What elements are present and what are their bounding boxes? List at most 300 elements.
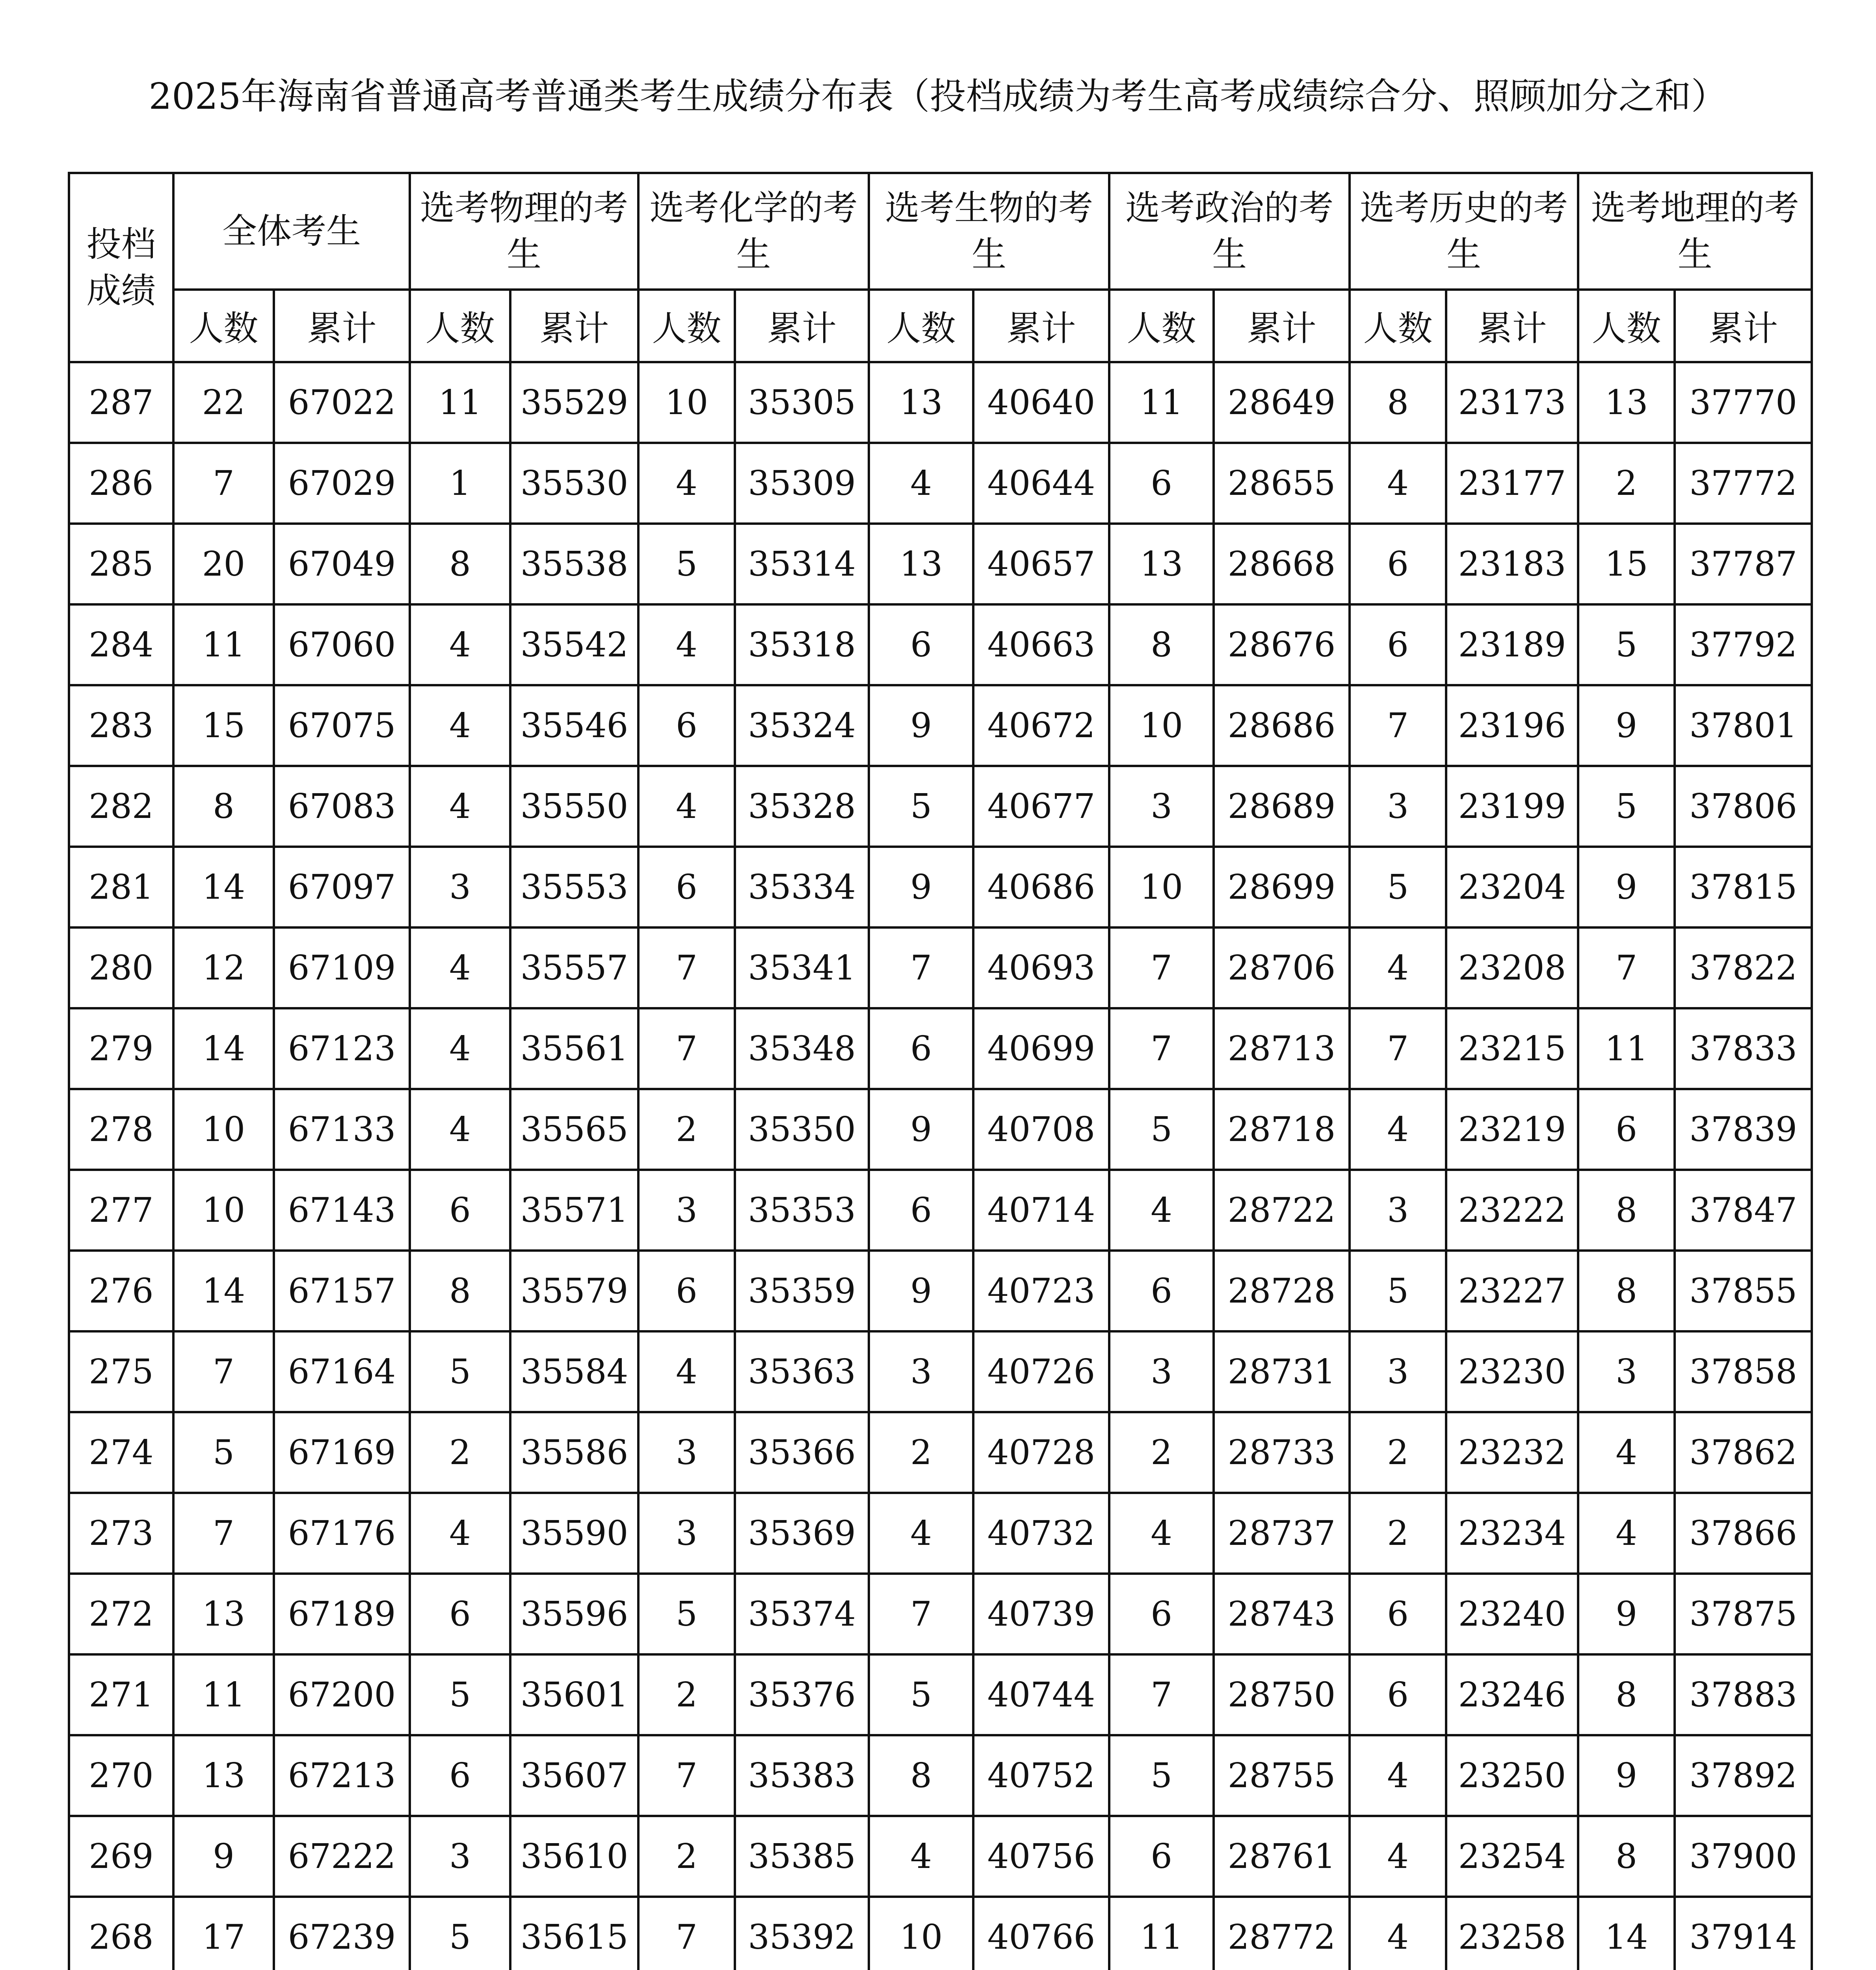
score-cell: 280	[69, 927, 173, 1008]
score-cell: 285	[69, 524, 173, 604]
cumulative-cell: 35542	[510, 604, 638, 685]
cumulative-cell: 67029	[274, 443, 410, 524]
cumulative-cell: 67143	[274, 1170, 410, 1251]
score-cell: 279	[69, 1008, 173, 1089]
cumulative-header: 累计	[1675, 290, 1812, 362]
cumulative-cell: 35374	[735, 1574, 869, 1654]
cumulative-cell: 37806	[1675, 766, 1812, 847]
cumulative-cell: 40723	[973, 1251, 1109, 1331]
count-cell: 3	[410, 847, 510, 927]
count-cell: 4	[1350, 1735, 1446, 1816]
cumulative-cell: 67097	[274, 847, 410, 927]
cumulative-header: 累计	[510, 290, 638, 362]
count-cell: 11	[173, 604, 274, 685]
count-cell: 4	[638, 766, 735, 847]
table-row	[69, 1331, 1812, 1412]
group-header-politics: 选考政治的考生	[1109, 173, 1350, 290]
cumulative-cell: 35553	[510, 847, 638, 927]
cumulative-header: 累计	[735, 290, 869, 362]
cumulative-cell: 40739	[973, 1574, 1109, 1654]
count-cell: 6	[1109, 1251, 1214, 1331]
table-body	[69, 362, 1812, 1970]
cumulative-cell: 67049	[274, 524, 410, 604]
count-cell: 9	[1578, 685, 1675, 766]
cumulative-cell: 23246	[1446, 1654, 1578, 1735]
cumulative-cell: 23189	[1446, 604, 1578, 685]
count-cell: 10	[869, 1897, 973, 1970]
count-cell: 2	[1350, 1493, 1446, 1574]
cumulative-cell: 37875	[1675, 1574, 1812, 1654]
cumulative-cell: 35538	[510, 524, 638, 604]
cumulative-cell: 23258	[1446, 1897, 1578, 1970]
cumulative-cell: 23222	[1446, 1170, 1578, 1251]
count-cell: 7	[1578, 927, 1675, 1008]
cumulative-cell: 35530	[510, 443, 638, 524]
count-cell: 4	[1109, 1170, 1214, 1251]
count-cell: 3	[410, 1816, 510, 1897]
cumulative-cell: 40732	[973, 1493, 1109, 1574]
cumulative-cell: 28686	[1214, 685, 1350, 766]
cumulative-cell: 40756	[973, 1816, 1109, 1897]
count-cell: 2	[638, 1654, 735, 1735]
count-cell: 3	[1109, 1331, 1214, 1412]
count-cell: 10	[173, 1089, 274, 1170]
count-cell: 4	[1109, 1493, 1214, 1574]
score-cell: 274	[69, 1412, 173, 1493]
cumulative-cell: 28755	[1214, 1735, 1350, 1816]
cumulative-cell: 35596	[510, 1574, 638, 1654]
cumulative-cell: 35546	[510, 685, 638, 766]
table-row	[69, 1735, 1812, 1816]
cumulative-cell: 40640	[973, 362, 1109, 443]
count-cell: 5	[869, 766, 973, 847]
count-cell: 8	[869, 1735, 973, 1816]
cumulative-cell: 37815	[1675, 847, 1812, 927]
count-cell: 4	[1578, 1412, 1675, 1493]
cumulative-cell: 40657	[973, 524, 1109, 604]
score-cell: 276	[69, 1251, 173, 1331]
table-row	[69, 766, 1812, 847]
count-cell: 13	[869, 362, 973, 443]
cumulative-cell: 37883	[1675, 1654, 1812, 1735]
count-cell: 3	[638, 1170, 735, 1251]
count-cell: 6	[869, 1170, 973, 1251]
cumulative-cell: 37900	[1675, 1816, 1812, 1897]
count-cell: 13	[869, 524, 973, 604]
count-cell: 5	[1350, 1251, 1446, 1331]
cumulative-cell: 35392	[735, 1897, 869, 1970]
count-cell: 7	[869, 1574, 973, 1654]
count-cell: 9	[869, 847, 973, 927]
table-row	[69, 685, 1812, 766]
cumulative-cell: 28728	[1214, 1251, 1350, 1331]
table-row	[69, 604, 1812, 685]
count-cell: 4	[1350, 1897, 1446, 1970]
cumulative-cell: 40686	[973, 847, 1109, 927]
count-cell: 8	[173, 766, 274, 847]
cumulative-cell: 35369	[735, 1493, 869, 1574]
cumulative-cell: 37866	[1675, 1493, 1812, 1574]
cumulative-cell: 40672	[973, 685, 1109, 766]
cumulative-cell: 28689	[1214, 766, 1350, 847]
count-cell: 4	[1350, 927, 1446, 1008]
count-cell: 5	[1350, 847, 1446, 927]
count-cell: 8	[1578, 1170, 1675, 1251]
count-cell: 3	[638, 1493, 735, 1574]
count-cell: 7	[869, 927, 973, 1008]
cumulative-cell: 67222	[274, 1816, 410, 1897]
count-cell: 6	[638, 685, 735, 766]
cumulative-cell: 35607	[510, 1735, 638, 1816]
count-cell: 5	[1109, 1735, 1214, 1816]
cumulative-cell: 35376	[735, 1654, 869, 1735]
count-cell: 13	[173, 1735, 274, 1816]
count-cell: 5	[1578, 766, 1675, 847]
count-cell: 20	[173, 524, 274, 604]
cumulative-cell: 67109	[274, 927, 410, 1008]
table-row	[69, 1170, 1812, 1251]
cumulative-cell: 28772	[1214, 1897, 1350, 1970]
cumulative-cell: 23199	[1446, 766, 1578, 847]
count-cell: 9	[869, 1251, 973, 1331]
count-cell: 7	[1109, 1654, 1214, 1735]
cumulative-cell: 35318	[735, 604, 869, 685]
cumulative-cell: 40714	[973, 1170, 1109, 1251]
count-cell: 4	[410, 1493, 510, 1574]
cumulative-cell: 35328	[735, 766, 869, 847]
count-cell: 2	[1578, 443, 1675, 524]
cumulative-cell: 35565	[510, 1089, 638, 1170]
count-cell: 5	[638, 524, 735, 604]
score-cell: 286	[69, 443, 173, 524]
count-cell: 5	[1578, 604, 1675, 685]
cumulative-cell: 35571	[510, 1170, 638, 1251]
cumulative-cell: 37914	[1675, 1897, 1812, 1970]
count-cell: 3	[638, 1412, 735, 1493]
table-row	[69, 524, 1812, 604]
cumulative-cell: 35529	[510, 362, 638, 443]
count-cell: 8	[1109, 604, 1214, 685]
cumulative-cell: 35348	[735, 1008, 869, 1089]
cumulative-cell: 23250	[1446, 1735, 1578, 1816]
cumulative-cell: 28699	[1214, 847, 1350, 927]
table-row	[69, 1008, 1812, 1089]
score-cell: 284	[69, 604, 173, 685]
count-cell: 4	[410, 604, 510, 685]
count-cell: 3	[1350, 766, 1446, 847]
table-row	[69, 1816, 1812, 1897]
score-cell: 272	[69, 1574, 173, 1654]
count-cell: 2	[869, 1412, 973, 1493]
table-row	[69, 1089, 1812, 1170]
count-cell: 14	[173, 1251, 274, 1331]
cumulative-cell: 35309	[735, 443, 869, 524]
score-cell: 273	[69, 1493, 173, 1574]
cumulative-cell: 35363	[735, 1331, 869, 1412]
cumulative-cell: 40752	[973, 1735, 1109, 1816]
count-cell: 4	[869, 1493, 973, 1574]
cumulative-cell: 35353	[735, 1170, 869, 1251]
count-cell: 14	[173, 847, 274, 927]
cumulative-cell: 35359	[735, 1251, 869, 1331]
count-cell: 4	[410, 1008, 510, 1089]
count-cell: 1	[410, 443, 510, 524]
cumulative-cell: 35341	[735, 927, 869, 1008]
count-cell: 6	[410, 1574, 510, 1654]
cumulative-cell: 35590	[510, 1493, 638, 1574]
cumulative-cell: 23208	[1446, 927, 1578, 1008]
count-cell: 9	[869, 685, 973, 766]
table-row	[69, 362, 1812, 443]
count-cell: 5	[410, 1654, 510, 1735]
cumulative-cell: 23177	[1446, 443, 1578, 524]
cumulative-cell: 67133	[274, 1089, 410, 1170]
count-cell: 8	[410, 1251, 510, 1331]
count-cell: 6	[1109, 443, 1214, 524]
score-cell: 268	[69, 1897, 173, 1970]
cumulative-cell: 23204	[1446, 847, 1578, 927]
count-cell: 3	[1350, 1170, 1446, 1251]
count-cell: 10	[1109, 685, 1214, 766]
count-cell: 5	[1109, 1089, 1214, 1170]
count-cell: 7	[1350, 1008, 1446, 1089]
count-cell: 5	[869, 1654, 973, 1735]
table-row	[69, 1412, 1812, 1493]
cumulative-cell: 28713	[1214, 1008, 1350, 1089]
cumulative-cell: 37839	[1675, 1089, 1812, 1170]
cumulative-cell: 37855	[1675, 1251, 1812, 1331]
count-cell: 14	[173, 1008, 274, 1089]
cumulative-cell: 37858	[1675, 1331, 1812, 1412]
count-cell: 8	[1578, 1251, 1675, 1331]
count-cell: 17	[173, 1897, 274, 1970]
cumulative-cell: 40693	[973, 927, 1109, 1008]
count-cell: 9	[1578, 847, 1675, 927]
cumulative-cell: 37862	[1675, 1412, 1812, 1493]
cumulative-cell: 28722	[1214, 1170, 1350, 1251]
cumulative-cell: 28655	[1214, 443, 1350, 524]
cumulative-cell: 23215	[1446, 1008, 1578, 1089]
count-cell: 4	[410, 685, 510, 766]
count-header: 人数	[1578, 290, 1675, 362]
count-cell: 11	[1578, 1008, 1675, 1089]
cumulative-header: 累计	[973, 290, 1109, 362]
score-cell: 277	[69, 1170, 173, 1251]
cumulative-cell: 67200	[274, 1654, 410, 1735]
count-cell: 15	[173, 685, 274, 766]
count-cell: 6	[869, 1008, 973, 1089]
count-cell: 7	[638, 1008, 735, 1089]
count-cell: 15	[1578, 524, 1675, 604]
count-cell: 2	[638, 1089, 735, 1170]
score-cell: 282	[69, 766, 173, 847]
cumulative-cell: 37847	[1675, 1170, 1812, 1251]
table-row	[69, 1654, 1812, 1735]
cumulative-cell: 40744	[973, 1654, 1109, 1735]
count-cell: 6	[1350, 1654, 1446, 1735]
score-column-header: 投档成绩	[69, 173, 173, 362]
count-cell: 7	[173, 1493, 274, 1574]
cumulative-cell: 35586	[510, 1412, 638, 1493]
score-distribution-table	[68, 172, 1813, 1970]
count-cell: 6	[1350, 604, 1446, 685]
cumulative-cell: 67157	[274, 1251, 410, 1331]
count-cell: 4	[410, 1089, 510, 1170]
cumulative-cell: 28750	[1214, 1654, 1350, 1735]
cumulative-cell: 23234	[1446, 1493, 1578, 1574]
table-row	[69, 443, 1812, 524]
cumulative-cell: 35383	[735, 1735, 869, 1816]
count-cell: 5	[173, 1412, 274, 1493]
count-cell: 9	[173, 1816, 274, 1897]
count-cell: 3	[1578, 1331, 1675, 1412]
cumulative-cell: 35550	[510, 766, 638, 847]
cumulative-cell: 28761	[1214, 1816, 1350, 1897]
cumulative-cell: 40708	[973, 1089, 1109, 1170]
cumulative-cell: 35601	[510, 1654, 638, 1735]
count-cell: 5	[410, 1897, 510, 1970]
cumulative-cell: 23227	[1446, 1251, 1578, 1331]
count-header: 人数	[638, 290, 735, 362]
cumulative-cell: 67189	[274, 1574, 410, 1654]
count-cell: 4	[410, 927, 510, 1008]
cumulative-cell: 28676	[1214, 604, 1350, 685]
count-cell: 4	[1350, 1089, 1446, 1170]
cumulative-cell: 23254	[1446, 1816, 1578, 1897]
cumulative-cell: 67022	[274, 362, 410, 443]
table-row	[69, 1251, 1812, 1331]
count-cell: 6	[410, 1170, 510, 1251]
cumulative-cell: 40663	[973, 604, 1109, 685]
cumulative-cell: 28737	[1214, 1493, 1350, 1574]
count-cell: 4	[1578, 1493, 1675, 1574]
count-cell: 13	[1578, 362, 1675, 443]
cumulative-cell: 35366	[735, 1412, 869, 1493]
cumulative-cell: 35385	[735, 1816, 869, 1897]
cumulative-cell: 28706	[1214, 927, 1350, 1008]
count-cell: 4	[410, 766, 510, 847]
count-cell: 3	[869, 1331, 973, 1412]
count-cell: 6	[1578, 1089, 1675, 1170]
cumulative-cell: 67176	[274, 1493, 410, 1574]
cumulative-cell: 35610	[510, 1816, 638, 1897]
count-header: 人数	[410, 290, 510, 362]
cumulative-cell: 35350	[735, 1089, 869, 1170]
cumulative-cell: 23240	[1446, 1574, 1578, 1654]
score-cell: 287	[69, 362, 173, 443]
score-cell: 271	[69, 1654, 173, 1735]
table-row	[69, 847, 1812, 927]
count-cell: 8	[410, 524, 510, 604]
count-cell: 11	[1109, 1897, 1214, 1970]
count-cell: 7	[638, 1735, 735, 1816]
count-cell: 7	[173, 1331, 274, 1412]
cumulative-cell: 35324	[735, 685, 869, 766]
count-cell: 6	[1109, 1574, 1214, 1654]
count-cell: 7	[638, 1897, 735, 1970]
cumulative-cell: 23219	[1446, 1089, 1578, 1170]
group-header-history: 选考历史的考生	[1350, 173, 1578, 290]
score-cell: 270	[69, 1735, 173, 1816]
cumulative-header: 累计	[1446, 290, 1578, 362]
count-cell: 7	[1109, 1008, 1214, 1089]
cumulative-cell: 67075	[274, 685, 410, 766]
cumulative-cell: 35561	[510, 1008, 638, 1089]
cumulative-cell: 37772	[1675, 443, 1812, 524]
cumulative-header: 累计	[1214, 290, 1350, 362]
cumulative-cell: 23196	[1446, 685, 1578, 766]
count-cell: 8	[1350, 362, 1446, 443]
count-cell: 12	[173, 927, 274, 1008]
count-cell: 8	[1578, 1654, 1675, 1735]
count-header: 人数	[1350, 290, 1446, 362]
cumulative-cell: 40677	[973, 766, 1109, 847]
cumulative-cell: 67239	[274, 1897, 410, 1970]
cumulative-cell: 23232	[1446, 1412, 1578, 1493]
count-cell: 6	[638, 1251, 735, 1331]
count-cell: 9	[869, 1089, 973, 1170]
cumulative-cell: 67164	[274, 1331, 410, 1412]
table-row	[69, 927, 1812, 1008]
cumulative-cell: 28733	[1214, 1412, 1350, 1493]
count-header: 人数	[869, 290, 973, 362]
count-cell: 3	[1350, 1331, 1446, 1412]
cumulative-cell: 28649	[1214, 362, 1350, 443]
count-cell: 22	[173, 362, 274, 443]
table-row	[69, 1574, 1812, 1654]
cumulative-cell: 35557	[510, 927, 638, 1008]
count-cell: 6	[869, 604, 973, 685]
cumulative-cell: 35579	[510, 1251, 638, 1331]
cumulative-cell: 37787	[1675, 524, 1812, 604]
cumulative-cell: 37801	[1675, 685, 1812, 766]
score-cell: 269	[69, 1816, 173, 1897]
cumulative-cell: 40699	[973, 1008, 1109, 1089]
count-cell: 10	[173, 1170, 274, 1251]
count-cell: 10	[638, 362, 735, 443]
cumulative-cell: 67123	[274, 1008, 410, 1089]
count-cell: 4	[638, 1331, 735, 1412]
cumulative-cell: 37892	[1675, 1735, 1812, 1816]
count-cell: 11	[1109, 362, 1214, 443]
cumulative-cell: 37792	[1675, 604, 1812, 685]
count-cell: 6	[1109, 1816, 1214, 1897]
cumulative-cell: 37822	[1675, 927, 1812, 1008]
count-cell: 13	[173, 1574, 274, 1654]
group-header-geography: 选考地理的考生	[1578, 173, 1812, 290]
cumulative-cell: 40726	[973, 1331, 1109, 1412]
cumulative-cell: 23230	[1446, 1331, 1578, 1412]
group-header-physics: 选考物理的考生	[410, 173, 638, 290]
count-cell: 3	[1109, 766, 1214, 847]
count-cell: 4	[638, 443, 735, 524]
table-row	[69, 1897, 1812, 1970]
cumulative-cell: 35305	[735, 362, 869, 443]
count-cell: 2	[1109, 1412, 1214, 1493]
count-header: 人数	[173, 290, 274, 362]
cumulative-cell: 40728	[973, 1412, 1109, 1493]
count-cell: 7	[173, 443, 274, 524]
count-cell: 7	[1109, 927, 1214, 1008]
cumulative-header: 累计	[274, 290, 410, 362]
count-header: 人数	[1109, 290, 1214, 362]
count-cell: 13	[1109, 524, 1214, 604]
count-cell: 6	[1350, 1574, 1446, 1654]
cumulative-cell: 23183	[1446, 524, 1578, 604]
count-cell: 9	[1578, 1735, 1675, 1816]
score-cell: 281	[69, 847, 173, 927]
count-cell: 11	[173, 1654, 274, 1735]
